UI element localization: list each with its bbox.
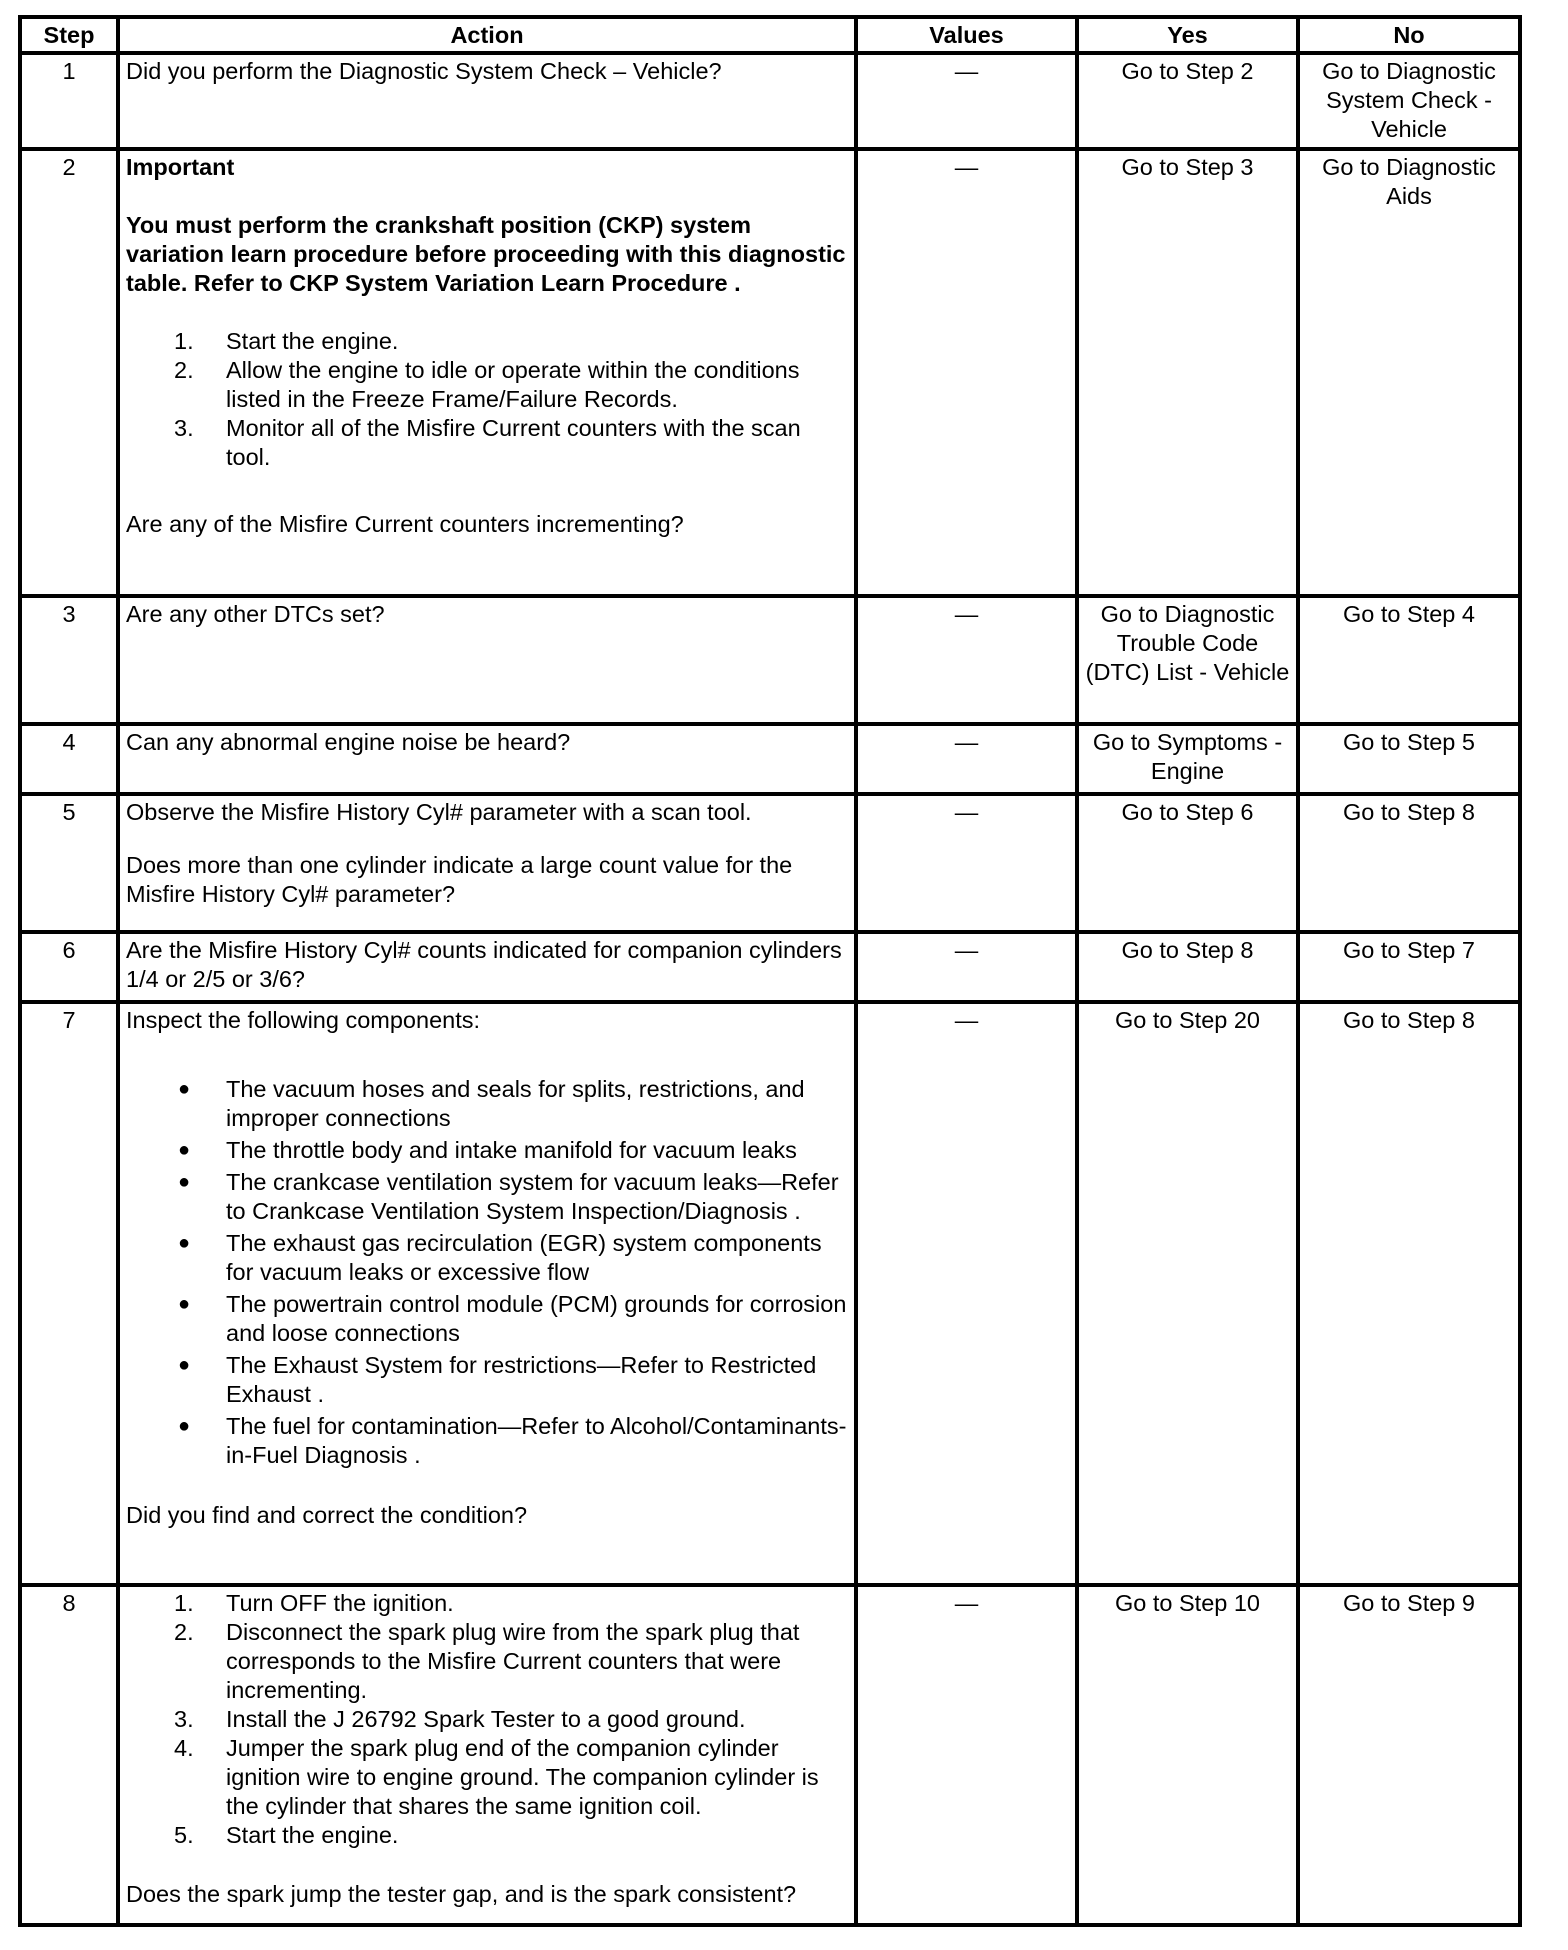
procedure-item: 5. Start the engine. (174, 1822, 399, 1848)
procedure-item: 3. Install the J 26792 Spark Tester to a good ground. (174, 1706, 746, 1732)
action-question: Does more than one cylinder indicate a large count value for the Misfire History Cyl# parameter? (126, 852, 793, 907)
action-cell (118, 794, 856, 932)
action-cell (118, 724, 856, 794)
no-cell: Go to Step 5 (1298, 724, 1520, 794)
action-cell (118, 1002, 856, 1585)
no-cell: Go to Step 7 (1298, 932, 1520, 1002)
table-row (20, 1002, 1520, 1585)
table-row (20, 794, 1520, 932)
action-question: Are any of the Misfire Current counters incrementing? (126, 511, 684, 537)
list-item: ● The fuel for contamination—Refer to Alcohol/Contaminants-in-Fuel Diagnosis . (178, 1413, 847, 1468)
important-title: Important (126, 154, 235, 180)
list-item: ● The vacuum hoses and seals for splits, restrictions, and improper connections (178, 1076, 805, 1131)
yes-cell: Go to Symptoms - Engine (1077, 724, 1298, 794)
action-question: Are the Misfire History Cyl# counts indicated for companion cylinders 1/4 or 2/5 or 3/6? (126, 937, 842, 992)
table-row (20, 932, 1520, 1002)
value-cell: — (856, 596, 1077, 724)
procedure-item: 1. Turn OFF the ignition. (174, 1590, 454, 1616)
no-cell: Go to Step 9 (1298, 1585, 1520, 1925)
step-number: 7 (20, 1002, 118, 1585)
header-action: Action (118, 17, 856, 53)
action-question: Can any abnormal engine noise be heard? (126, 729, 571, 755)
header-step: Step (20, 17, 118, 53)
procedure-list (126, 327, 848, 472)
list-item: ● The Exhaust System for restrictions—Refer to Restricted Exhaust . (178, 1352, 817, 1407)
procedure-item: 4. Jumper the spark plug end of the companion cylinder ignition wire to engine ground. The companion cylinder is the cylinder that shares the same ignition coil. (174, 1735, 819, 1819)
table-row (20, 53, 1520, 149)
table-row (20, 1585, 1520, 1925)
header-values: Values (856, 17, 1077, 53)
value-cell: — (856, 724, 1077, 794)
yes-cell: Go to Step 8 (1077, 932, 1298, 1002)
yes-cell: Go to Step 3 (1077, 149, 1298, 596)
header-yes: Yes (1077, 17, 1298, 53)
action-cell (118, 932, 856, 1002)
diagnostic-table (18, 15, 1522, 1927)
no-cell: Go to Diagnostic Aids (1298, 149, 1520, 596)
action-cell (118, 1585, 856, 1925)
yes-cell: Go to Step 10 (1077, 1585, 1298, 1925)
no-cell: Go to Step 8 (1298, 1002, 1520, 1585)
important-text: You must perform the crankshaft position (CKP) system variation learn procedure before proceeding with this diagnostic table. Refer to CKP System Variation Learn Procedure . (126, 212, 846, 296)
header-row (20, 17, 1520, 53)
yes-cell: Go to Step 6 (1077, 794, 1298, 932)
procedure-item: 2. Allow the engine to idle or operate within the conditions listed in the Freeze Frame/Failure Records. (174, 357, 800, 412)
value-cell: — (856, 149, 1077, 596)
table-row (20, 724, 1520, 794)
procedure-list (126, 1589, 848, 1850)
step-number: 1 (20, 53, 118, 149)
value-cell: — (856, 53, 1077, 149)
procedure-item: 2. Disconnect the spark plug wire from the spark plug that corresponds to the Misfire Current counters that were incrementing. (174, 1619, 800, 1703)
value-cell: — (856, 932, 1077, 1002)
step-number: 5 (20, 794, 118, 932)
yes-cell: Go to Step 2 (1077, 53, 1298, 149)
table-row (20, 149, 1520, 596)
no-cell: Go to Step 8 (1298, 794, 1520, 932)
procedure-item: 3. Monitor all of the Misfire Current counters with the scan tool. (174, 415, 801, 470)
step-number: 2 (20, 149, 118, 596)
value-cell: — (856, 1585, 1077, 1925)
value-cell: — (856, 794, 1077, 932)
step-number: 4 (20, 724, 118, 794)
action-question: Are any other DTCs set? (126, 601, 385, 627)
action-intro: Inspect the following components: (126, 1007, 481, 1033)
value-cell: — (856, 1002, 1077, 1585)
action-cell (118, 596, 856, 724)
action-cell (118, 53, 856, 149)
list-item: ● The exhaust gas recirculation (EGR) system components for vacuum leaks or excessive flow (178, 1230, 822, 1285)
action-question: Did you find and correct the condition? (126, 1502, 528, 1528)
yes-cell: Go to Step 20 (1077, 1002, 1298, 1585)
list-item: ● The crankcase ventilation system for vacuum leaks—Refer to Crankcase Ventilation System Inspection/Diagnosis . (178, 1169, 839, 1224)
header-no: No (1298, 17, 1520, 53)
no-cell: Go to Diagnostic System Check - Vehicle (1298, 53, 1520, 149)
table-row (20, 596, 1520, 724)
action-intro: Observe the Misfire History Cyl# parameter with a scan tool. (126, 799, 752, 825)
step-number: 3 (20, 596, 118, 724)
action-question: Does the spark jump the tester gap, and is the spark consistent? (126, 1881, 797, 1907)
list-item: ● The powertrain control module (PCM) grounds for corrosion and loose connections (178, 1291, 847, 1346)
step-number: 8 (20, 1585, 118, 1925)
action-cell (118, 149, 856, 596)
step-number: 6 (20, 932, 118, 1002)
action-question: Did you perform the Diagnostic System Check – Vehicle? (126, 58, 722, 84)
no-cell: Go to Step 4 (1298, 596, 1520, 724)
procedure-item: 1. Start the engine. (174, 328, 399, 354)
yes-cell: Go to Diagnostic Trouble Code (DTC) List - Vehicle (1077, 596, 1298, 724)
list-item: ● The throttle body and intake manifold for vacuum leaks (178, 1137, 797, 1163)
inspection-list (126, 1075, 848, 1470)
